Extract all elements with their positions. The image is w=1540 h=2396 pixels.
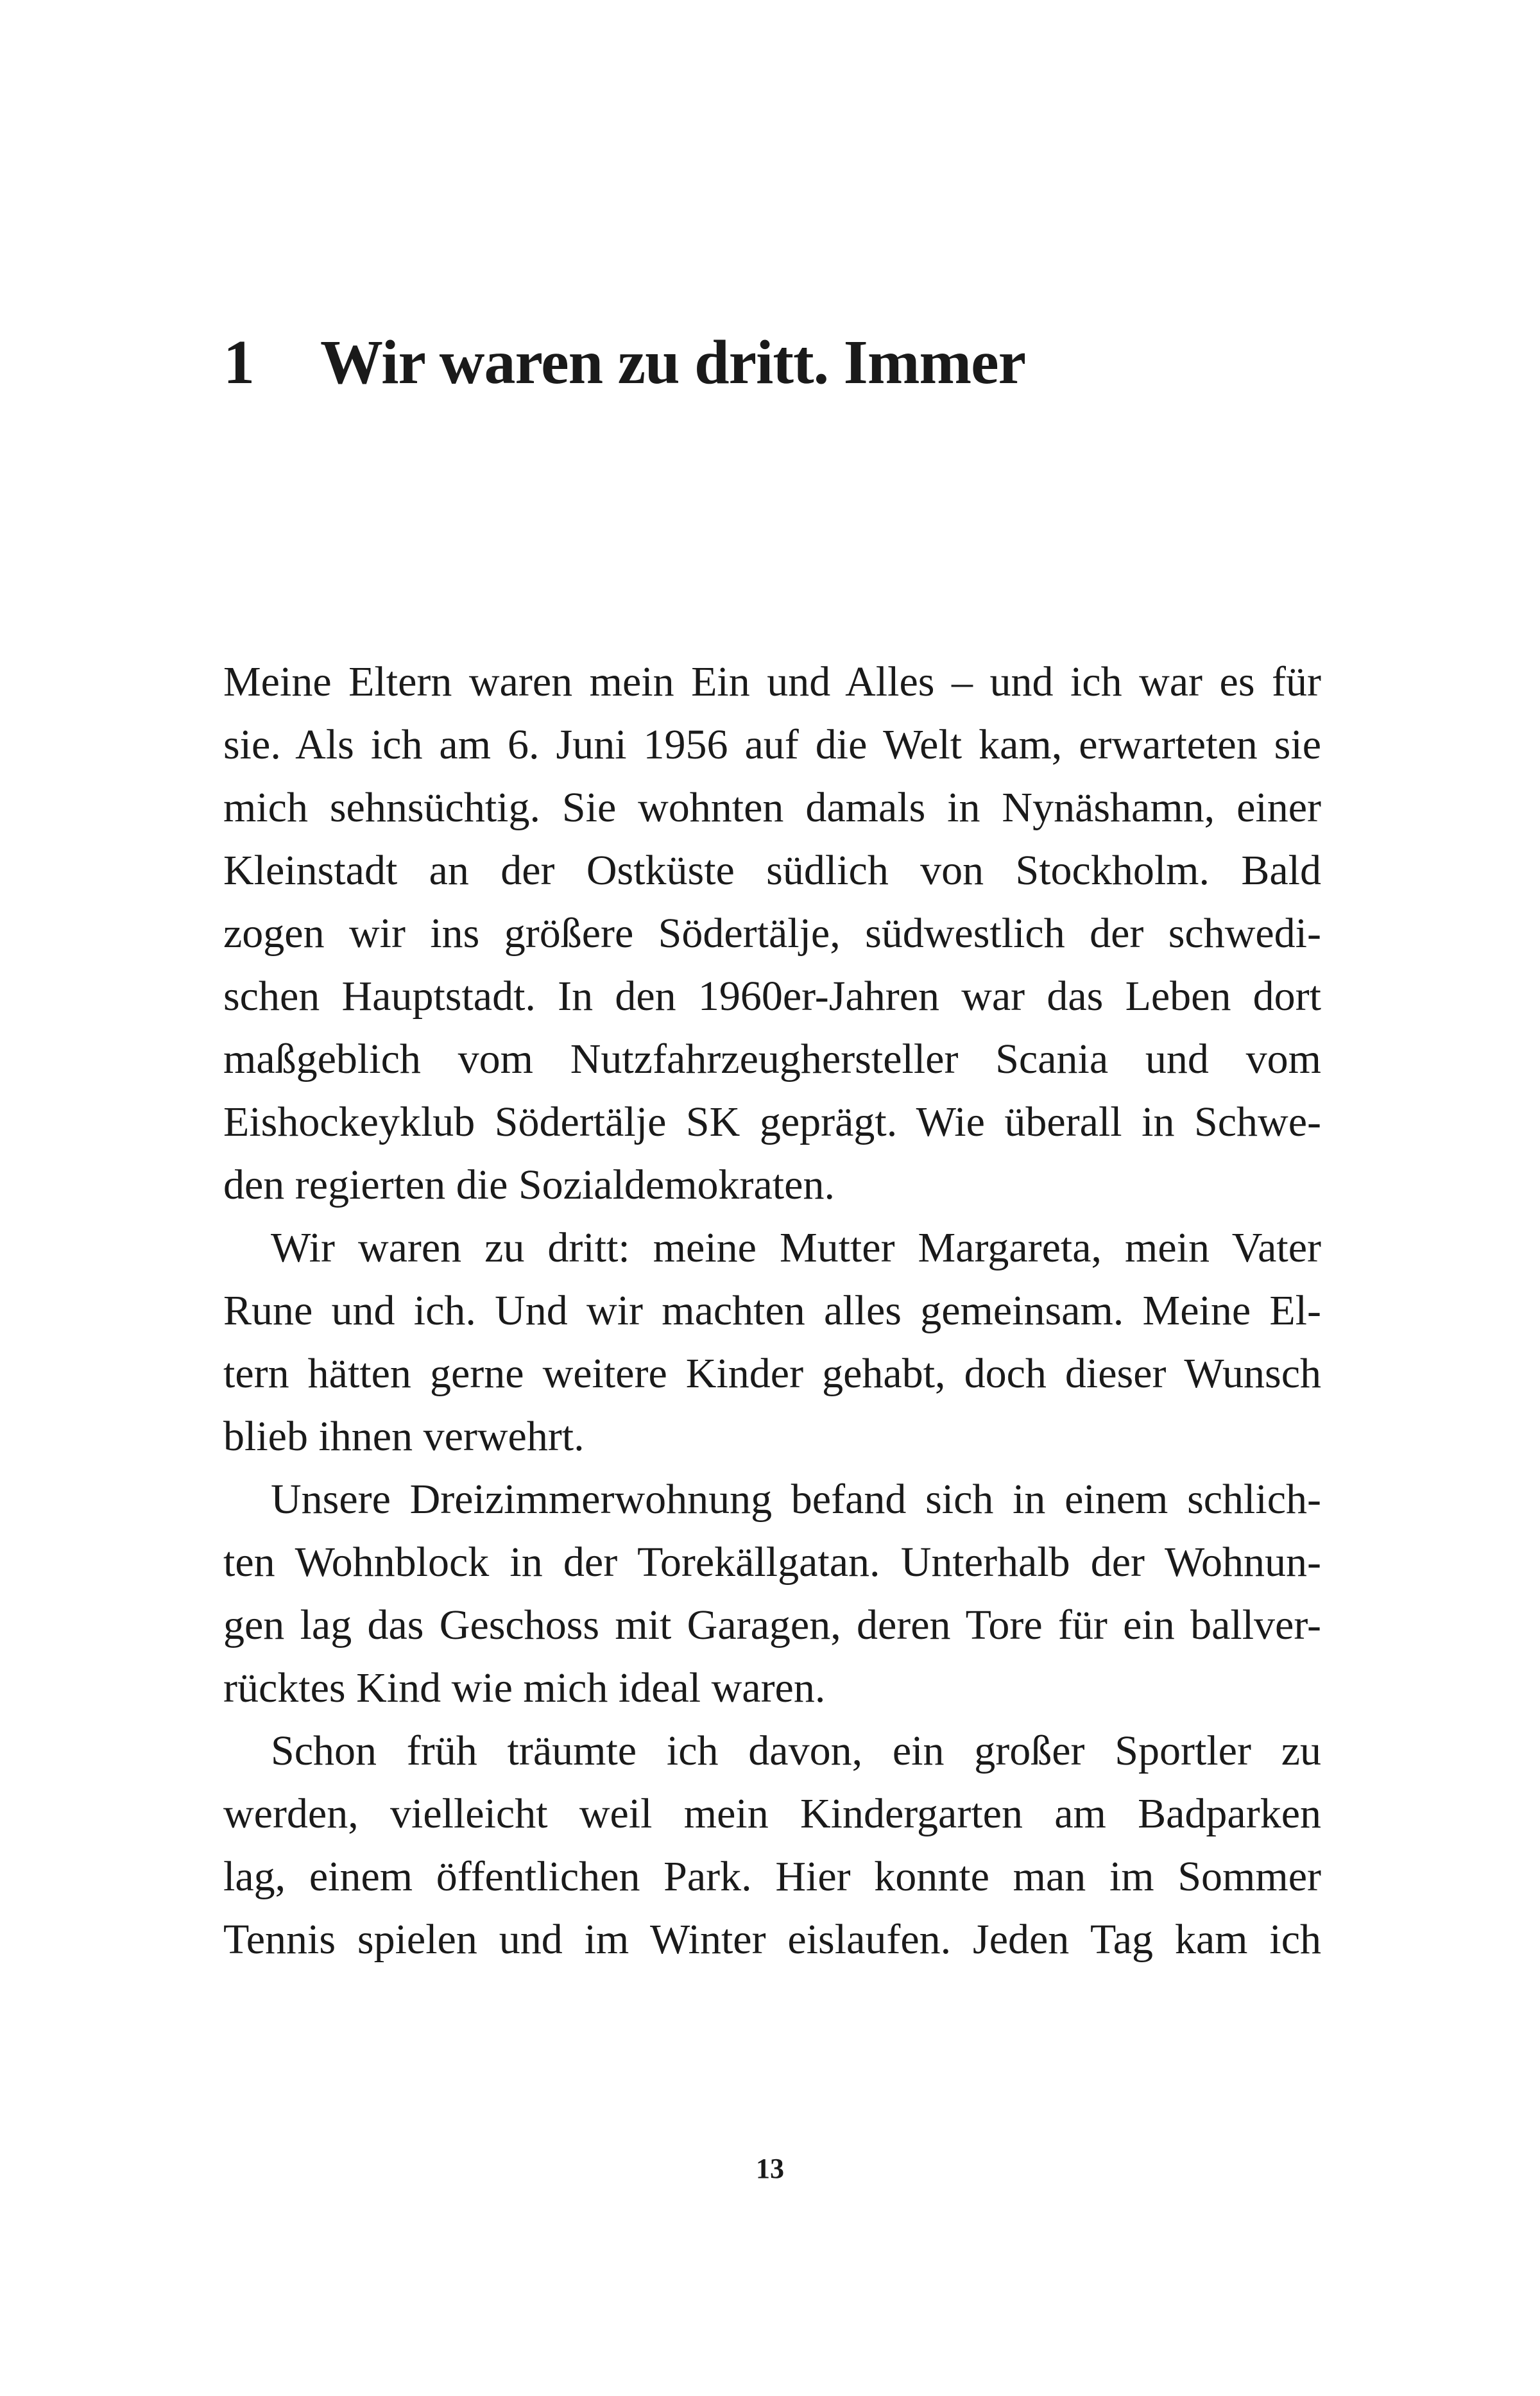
text-line: Rune und ich. Und wir machten alles gemeinsam. Meine El- [223,1287,1321,1334]
text-line: maßgeblich vom Nutzfahrzeughersteller Scania und vom [223,1036,1321,1082]
chapter-title: Wir waren zu dritt. Immer [320,328,1026,397]
text-line: Meine Eltern waren mein Ein und Alles – und ich war es für [223,658,1321,705]
text-line: blieb ihnen verwehrt. [223,1413,585,1460]
text-line: Wir waren zu dritt: meine Mutter Margareta, mein Vater [271,1224,1321,1271]
text-line: Unsere Dreizimmerwohnung befand sich in einem schlich- [271,1476,1321,1523]
text-line: ten Wohnblock in der Torekällgatan. Unterhalb der Wohnun- [223,1539,1321,1586]
text-line: werden, vielleicht weil mein Kindergarten am Badparken [223,1790,1321,1837]
text-line: Tennis spielen und im Winter eislaufen. Jeden Tag kam ich [223,1916,1321,1963]
text-line: Kleinstadt an der Ostküste südlich von Stockholm. Bald [223,847,1321,894]
text-line: rücktes Kind wie mich ideal waren. [223,1664,826,1711]
text-line: Eishockeyklub Södertälje SK geprägt. Wie überall in Schwe- [223,1099,1321,1145]
text-line: lag, einem öffentlichen Park. Hier konnte man im Sommer [223,1853,1321,1900]
text-line: sie. Als ich am 6. Juni 1956 auf die Welt kam, erwarteten sie [223,721,1321,768]
body-text [223,651,1321,1971]
text-line: den regierten die Sozialdemokraten. [223,1161,835,1208]
text-line: gen lag das Geschoss mit Garagen, deren Tore für ein ballver- [223,1602,1321,1648]
page-number: 13 [756,2153,784,2184]
text-line: mich sehnsüchtig. Sie wohnten damals in Nynäshamn, einer [223,784,1321,831]
text-line: Schon früh träumte ich davon, ein großer Sportler zu [271,1727,1321,1774]
chapter-heading [223,321,1025,404]
chapter-number: 1 [223,328,254,397]
text-line: schen Hauptstadt. In den 1960er-Jahren war das Leben dort [223,973,1321,1020]
text-line: tern hätten gerne weitere Kinder gehabt, doch dieser Wunsch [223,1350,1321,1397]
text-line: zogen wir ins größere Södertälje, südwestlich der schwedi- [223,910,1321,957]
